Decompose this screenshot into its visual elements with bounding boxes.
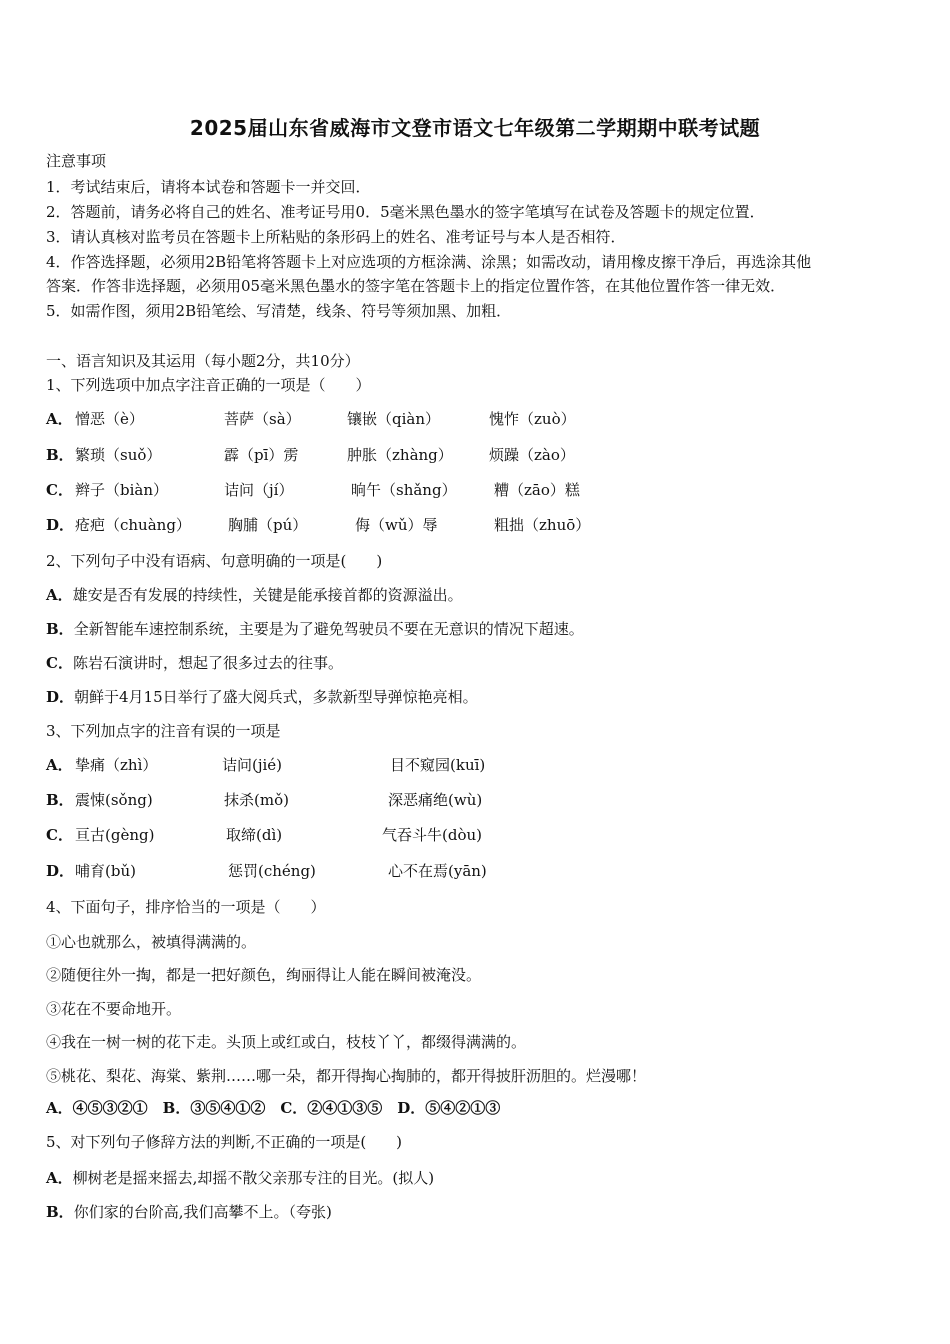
q1-option-cell: 菩萨（sà） [224, 410, 301, 428]
q3-option-label: D． [46, 862, 75, 880]
q3-option-label: B． [46, 791, 74, 809]
q3-option-cell: 目不窥园(kuī) [390, 756, 486, 774]
question-2-stem: 2、下列句子中没有语病、句意明确的一项是( ) [46, 552, 383, 570]
q3-option-cell: 取缔(dì) [226, 826, 283, 844]
q5-option-label: A． [46, 1169, 73, 1187]
q1-option-label: D． [46, 516, 75, 534]
q3-option-cell: 抹杀(mǒ) [224, 791, 289, 809]
q4-answers: A．④⑤③②① B．③⑤④①② C．②④①③⑤ D．⑤④②①③ [46, 1099, 501, 1117]
question-1-stem: 1、下列选项中加点字注音正确的一项是（ ） [46, 376, 371, 394]
q2-option [46, 619, 584, 639]
q2-option-text: 陈岩石演讲时，想起了很多过去的往事。 [72, 654, 343, 672]
q5-option-text: 柳树老是摇来摇去,却摇不散父亲那专注的目光。(拟人) [72, 1169, 435, 1187]
q1-option-cell: 憎恶（è） [75, 410, 144, 428]
q1-option-cell: 繁琐（suǒ） [75, 446, 162, 464]
q5-option [46, 1202, 332, 1222]
notice-item: 5．如需作图，须用2B铅笔绘、写清楚，线条、符号等须加黑、加粗． [46, 302, 512, 320]
notice-heading: 注意事项 [46, 152, 107, 170]
q1-option-cell: 疮疤（chuàng） [75, 516, 191, 534]
q1-option-cell: 霹（pī）雳 [224, 446, 299, 464]
q5-option [46, 1168, 434, 1188]
q1-option-cell: 肿胀（zhàng） [347, 446, 453, 464]
q4-sentence: ①心也就那么，被填得满满的。 [46, 933, 257, 951]
q2-option [46, 687, 478, 707]
q3-option-label: A． [46, 756, 73, 774]
section-heading: 一、语言知识及其运用（每小题2分，共10分） [46, 352, 360, 370]
notice-item: 4．作答选择题，必须用2B铅笔将答题卡上对应选项的方框涂满、涂黑；如需改动，请用橡皮擦干净后，再选涂其他 [46, 253, 812, 271]
question-5-stem: 5、对下列句子修辞方法的判断,不正确的一项是( ) [46, 1133, 403, 1151]
q3-option-cell: 亘古(gèng) [75, 826, 155, 844]
question-4-stem: 4、下面句子，排序恰当的一项是（ ） [46, 898, 326, 916]
q2-option-label: D． [46, 688, 75, 706]
q5-option-text: 你们家的台阶高,我们高攀不上。（夸张) [73, 1203, 332, 1221]
q2-option [46, 653, 343, 673]
q2-option-text: 雄安是否有发展的持续性，关键是能承接首都的资源溢出。 [72, 586, 463, 604]
q1-option-cell: 烦躁（zào） [489, 446, 575, 464]
q3-option-cell: 心不在焉(yān) [388, 862, 487, 880]
q3-option-label: C． [46, 826, 73, 844]
notice-item: 1．考试结束后，请将本试卷和答题卡一并交回． [46, 178, 371, 196]
q1-option-cell: 晌午（shǎng） [351, 481, 457, 499]
q2-option-text: 朝鲜于4月15日举行了盛大阅兵式，多款新型导弹惊艳亮相。 [74, 688, 478, 706]
q3-option-cell: 震悚(sǒng) [75, 791, 153, 809]
q3-option-cell: 哺育(bǔ) [75, 862, 136, 880]
q4-sentence: ⑤桃花、梨花、海棠、紫荆……哪一朵，都开得掏心掏肺的，都开得披肝沥胆的。烂漫哪！ [46, 1067, 647, 1085]
q5-option-label: B． [46, 1203, 74, 1221]
q2-option-label: B． [46, 620, 74, 638]
q1-option-cell: 胸脯（pú） [228, 516, 308, 534]
notice-item: 答案．作答非选择题，必须用05毫米黑色墨水的签字笔在答题卡上的指定位置作答，在其他位置作答一律无效． [46, 277, 786, 295]
page-title: 2025届山东省威海市文登市语文七年级第二学期期中联考试题 [189, 116, 761, 140]
q2-option-label: C． [46, 654, 73, 672]
q4-sentence: ④我在一树一树的花下走。头顶上或红或白，枝枝丫丫，都缀得满满的。 [46, 1033, 527, 1051]
q1-option-label: B． [46, 446, 74, 464]
q3-option-cell: 挚痛（zhì） [75, 756, 158, 774]
q1-option-cell: 糟（zāo）糕 [494, 481, 580, 499]
q1-option-cell: 粗拙（zhuō） [494, 516, 591, 534]
q1-option-cell: 愧怍（zuò） [489, 410, 576, 428]
notice-item: 3．请认真核对监考员在答题卡上所粘贴的条形码上的姓名、准考证号与本人是否相符． [46, 228, 626, 246]
q1-option-cell: 侮（wǔ）辱 [355, 516, 438, 534]
q2-option-text: 全新智能车速控制系统，主要是为了避免驾驶员不要在无意识的情况下超速。 [73, 620, 584, 638]
q1-option-cell: 辫子（biàn） [75, 481, 169, 499]
question-3-stem: 3、下列加点字的注音有误的一项是 [46, 722, 281, 740]
q1-option-cell: 镶嵌（qiàn） [347, 410, 441, 428]
q1-option-label: C． [46, 481, 73, 499]
q2-option [46, 585, 463, 605]
q3-option-cell: 深恶痛绝(wù) [388, 791, 483, 809]
q1-option-cell: 诘问（jí） [224, 481, 294, 499]
q1-option-label: A． [46, 410, 73, 428]
notice-item: 2．答题前，请务必将自己的姓名、准考证号用0．5毫米黑色墨水的签字笔填写在试卷及答题卡的规定位置． [46, 203, 765, 221]
q3-option-cell: 惩罚(chéng) [228, 862, 316, 880]
q4-sentence: ②随便往外一掏，都是一把好颜色，绚丽得让人能在瞬间被淹没。 [46, 966, 482, 984]
q3-option-cell: 诘问(jié) [222, 756, 283, 774]
q4-sentence: ③花在不要命地开。 [46, 1000, 182, 1018]
q3-option-cell: 气吞斗牛(dòu) [382, 826, 482, 844]
q2-option-label: A． [46, 586, 73, 604]
